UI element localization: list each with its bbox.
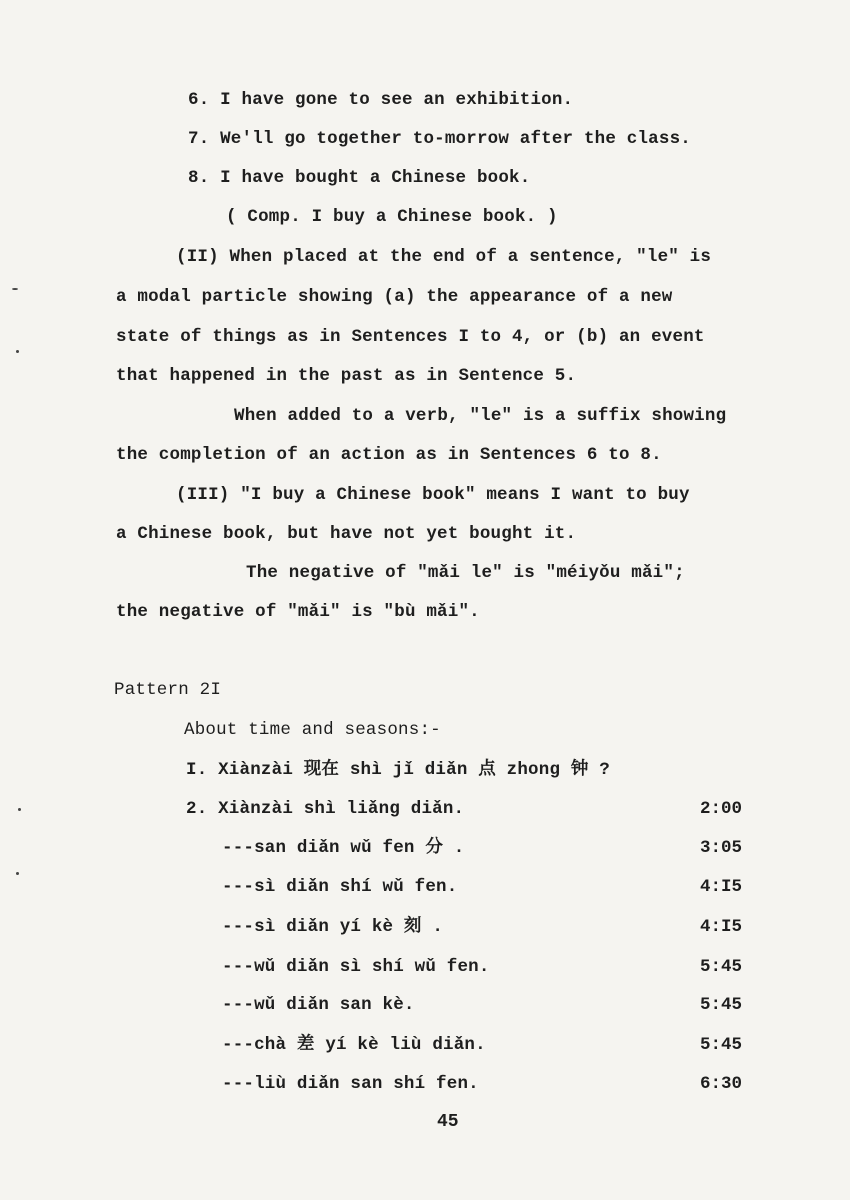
time-value: 3:05 (700, 838, 743, 858)
text-line: About time and seasons:- (184, 720, 441, 740)
text-line: 8. I have bought a Chinese book. (188, 168, 531, 188)
time-row-label: ---san diǎn wǔ fen 分 . (222, 838, 465, 858)
time-value: 4:I5 (700, 917, 743, 937)
pattern-heading: Pattern 2I (114, 680, 222, 700)
time-row-label: ---sì diǎn shí wǔ fen. (222, 877, 458, 897)
text-line: 7. We'll go together to-morrow after the class. (188, 129, 691, 149)
time-value: 5:45 (700, 957, 743, 977)
text-line: The negative of "mǎi le" is "méiyǒu mǎi"; (246, 563, 685, 583)
text-line: the negative of "mǎi" is "bù mǎi". (116, 602, 480, 622)
time-value: 2:00 (700, 799, 743, 819)
question-line: I. Xiànzài 现在 shì jǐ diǎn 点 zhong 钟 ? (186, 760, 610, 780)
scan-speck (16, 350, 19, 353)
text-line: ( Comp. I buy a Chinese book. ) (226, 207, 558, 227)
time-row-label: ---wǔ diǎn san kè. (222, 995, 415, 1015)
text-line: state of things as in Sentences I to 4, or (b) an event (116, 327, 705, 347)
text-line: (II) When placed at the end of a sentence, "le" is (176, 247, 712, 267)
scan-speck (18, 808, 21, 811)
text-line: the completion of an action as in Sentences 6 to 8. (116, 445, 662, 465)
text-line: that happened in the past as in Sentence 5. (116, 366, 577, 386)
text-line: 6. I have gone to see an exhibition. (188, 90, 574, 110)
time-row-label: ---chà 差 yí kè liù diǎn. (222, 1035, 486, 1055)
time-row-label: ---wǔ diǎn sì shí wǔ fen. (222, 957, 490, 977)
text-line: When added to a verb, "le" is a suffix showing (234, 406, 727, 426)
time-row-label: ---sì diǎn yí kè 刻 . (222, 917, 444, 937)
text-line: (III) "I buy a Chinese book" means I want to buy (176, 485, 690, 505)
time-row-label: 2. Xiànzài shì liǎng diǎn. (186, 799, 465, 819)
scan-speck (16, 872, 19, 875)
scan-speck (12, 288, 18, 290)
time-value: 5:45 (700, 995, 743, 1015)
page-number: 45 (437, 1112, 459, 1132)
time-value: 6:30 (700, 1074, 743, 1094)
time-row-label: ---liù diǎn san shí fen. (222, 1074, 479, 1094)
time-value: 4:I5 (700, 877, 743, 897)
text-line: a Chinese book, but have not yet bought it. (116, 524, 577, 544)
time-value: 5:45 (700, 1035, 743, 1055)
text-line: a modal particle showing (a) the appearance of a new (116, 287, 673, 307)
